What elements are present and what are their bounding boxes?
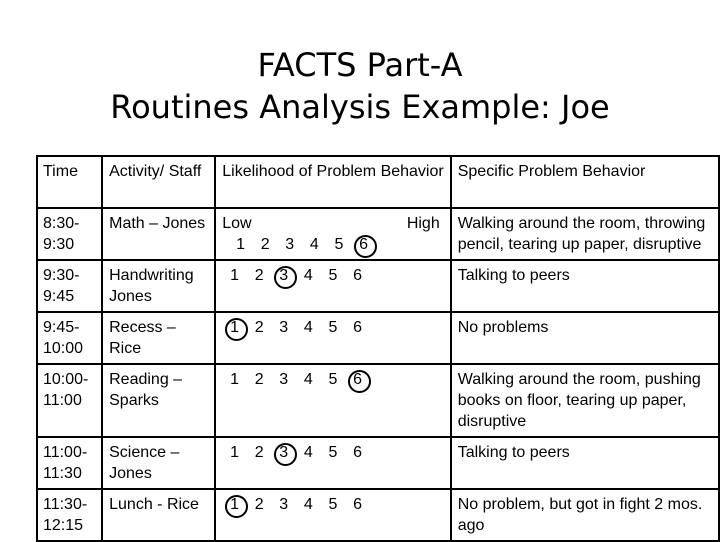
row-time: 8:30-9:30 [37, 208, 102, 260]
rating-number: 3 [285, 236, 295, 253]
rating-number: 4 [303, 319, 313, 336]
rating-number: 2 [254, 267, 264, 284]
rating-number: 3 [279, 319, 289, 336]
header-activity: Activity/ Staff [102, 156, 215, 208]
rating-number-circled: 1 [222, 494, 247, 515]
rating-number: 6 [353, 267, 362, 284]
table-row [37, 364, 719, 437]
header-time: Time [37, 156, 102, 208]
table-row [37, 489, 719, 541]
row-likelihood [215, 260, 450, 312]
table-row [37, 208, 719, 260]
rating-number: 5 [328, 444, 338, 461]
rating-number: 6 [353, 319, 362, 336]
row-likelihood [215, 489, 450, 541]
row-activity: Lunch - Rice [102, 489, 215, 541]
rating-number: 2 [254, 444, 264, 461]
rating-number-circled: 1 [222, 317, 247, 338]
rating-number: 1 [230, 267, 239, 284]
rating-number: 1 [230, 444, 239, 461]
rating-scale [222, 369, 443, 390]
rating-scale [222, 317, 443, 338]
rating-number-circled: 6 [345, 369, 370, 390]
rating-number: 6 [353, 444, 362, 461]
row-behavior: Walking around the room, pushing books on floor, tearing up paper, disruptive [451, 364, 719, 437]
routines-table [36, 155, 720, 542]
rating-scale [222, 494, 443, 515]
row-time: 9:45-10:00 [37, 312, 102, 364]
rating-scale [222, 442, 443, 463]
row-activity: Science – Jones [102, 437, 215, 489]
rating-number: 3 [279, 371, 289, 388]
title-line-1: FACTS Part-A [257, 46, 463, 84]
title-line-2: Routines Analysis Example: Joe [110, 88, 610, 126]
row-likelihood [215, 312, 450, 364]
row-activity: Reading – Sparks [102, 364, 215, 437]
row-likelihood [215, 208, 450, 260]
header-behavior: Specific Problem Behavior [451, 156, 719, 208]
row-activity: Handwriting Jones [102, 260, 215, 312]
rating-number: 2 [254, 496, 264, 513]
rating-number-circled: 6 [351, 234, 376, 255]
row-time: 9:30-9:45 [37, 260, 102, 312]
rating-number: 4 [303, 496, 313, 513]
row-behavior: No problems [451, 312, 719, 364]
row-behavior: Talking to peers [451, 437, 719, 489]
row-time: 11:00-11:30 [37, 437, 102, 489]
row-likelihood [215, 437, 450, 489]
rating-number-circled: 3 [271, 265, 296, 286]
rating-number: 4 [303, 371, 313, 388]
row-behavior: Talking to peers [451, 260, 719, 312]
rating-number: 2 [260, 236, 270, 253]
rating-number: 6 [353, 496, 362, 513]
rating-number-circled: 3 [271, 442, 296, 463]
rating-number: 5 [328, 371, 338, 388]
rating-scale [222, 265, 443, 286]
rating-number: 5 [334, 236, 344, 253]
scale-high-label: High [406, 215, 440, 232]
rating-number: 4 [309, 236, 319, 253]
slide-title [0, 44, 720, 128]
rating-number: 4 [303, 444, 313, 461]
table-row [37, 260, 719, 312]
table-body [37, 208, 719, 541]
table-row [37, 437, 719, 489]
rating-number: 5 [328, 267, 338, 284]
row-time: 11:30-12:15 [37, 489, 102, 541]
row-activity: Math – Jones [102, 208, 215, 260]
rating-number: 1 [236, 236, 245, 253]
row-behavior: No problem, but got in fight 2 mos. ago [451, 489, 719, 541]
row-activity: Recess – Rice [102, 312, 215, 364]
rating-number: 5 [328, 319, 338, 336]
rating-number: 1 [230, 371, 239, 388]
rating-number: 2 [254, 319, 264, 336]
rating-scale [222, 234, 443, 255]
header-likelihood: Likelihood of Problem Behavior [215, 156, 450, 208]
table-row [37, 312, 719, 364]
row-time: 10:00-11:00 [37, 364, 102, 437]
rating-number: 2 [254, 371, 264, 388]
rating-number: 5 [328, 496, 338, 513]
header-row [37, 156, 719, 208]
row-behavior: Walking around the room, throwing pencil, tearing up paper, disruptive [451, 208, 719, 260]
rating-number: 3 [279, 496, 289, 513]
row-likelihood [215, 364, 450, 437]
rating-number: 4 [303, 267, 313, 284]
scale-low-label: Low [222, 215, 252, 232]
